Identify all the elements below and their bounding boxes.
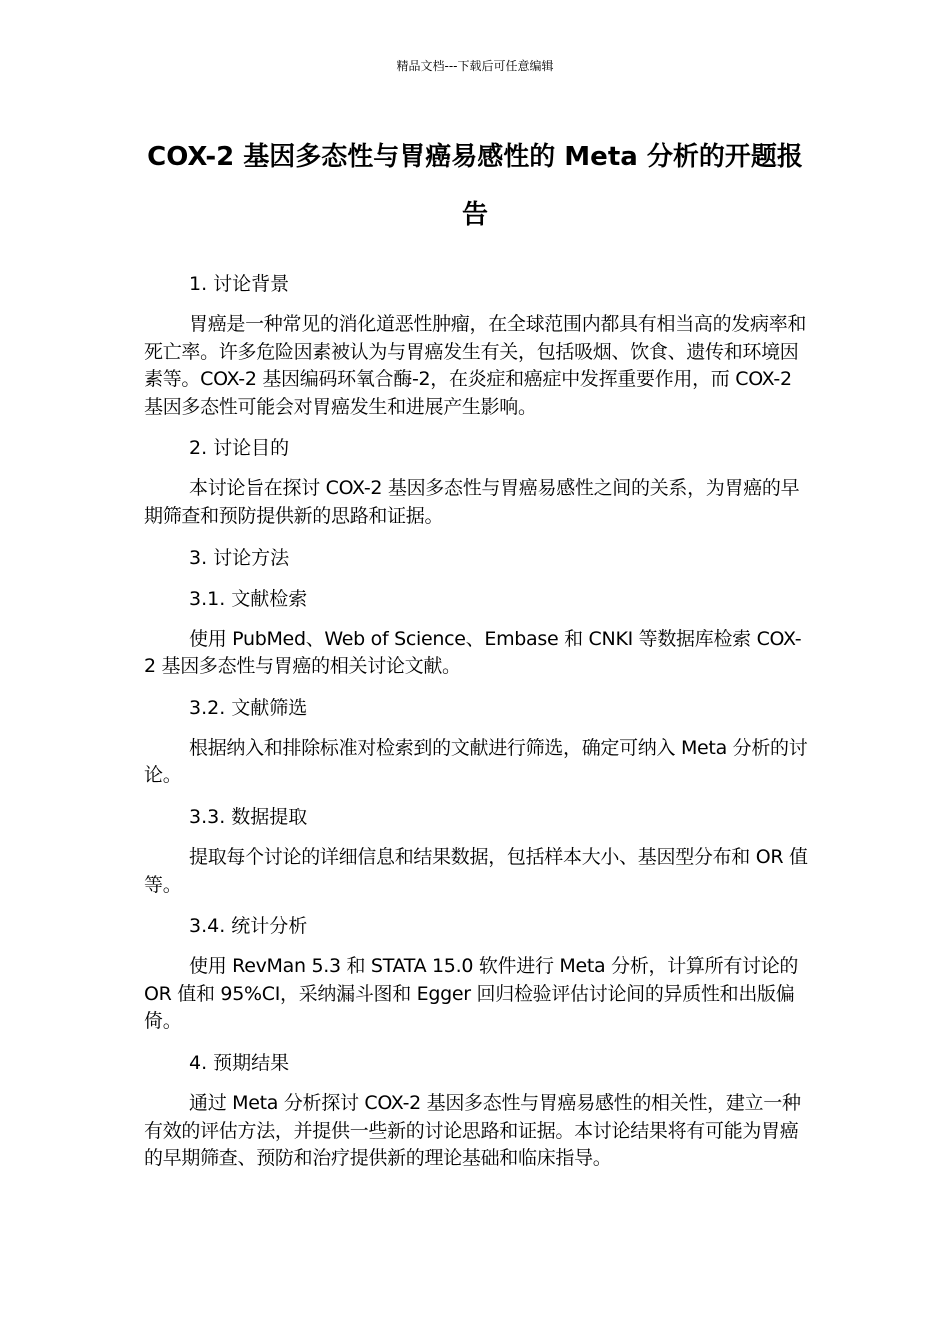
subsection-heading: 3.2. 文献筛选 bbox=[189, 696, 308, 719]
body-paragraph: 胃癌是一种常见的消化道恶性肿瘤，在全球范围内都具有相当高的发病率和死亡率。许多危险因素被认为与胃癌发生有关，包括吸烟、饮食、遗传和环境因素等。COX-2 基因编码环氧合酶-2，在炎症和癌症中发挥重要作用，而 COX-2 基因多态性可能会对胃癌发生和进展产生影响。 bbox=[144, 313, 807, 418]
body-paragraph: 使用 RevMan 5.3 和 STATA 15.0 软件进行 Meta 分析，计算所有讨论的 OR 值和 95%CI，采纳漏斗图和 Egger 回归检验评估讨论间的异质性和出版偏倚。 bbox=[144, 955, 799, 1033]
body-paragraph: 提取每个讨论的详细信息和结果数据，包括样本大小、基因型分布和 OR 值等。 bbox=[144, 845, 808, 896]
body-paragraph: 本讨论旨在探讨 COX-2 基因多态性与胃癌易感性之间的关系，为胃癌的早期筛查和预防提供新的思路和证据。 bbox=[144, 477, 800, 527]
section-heading: 1. 讨论背景 bbox=[189, 273, 290, 295]
subsection-heading: 3.3. 数据提取 bbox=[189, 805, 308, 828]
subsection-heading: 3.4. 统计分析 bbox=[189, 915, 308, 938]
document-title: COX-2 基因多态性与胃癌易感性的 Meta 分析的开题报告 bbox=[147, 142, 803, 230]
section-heading: 2. 讨论目的 bbox=[189, 437, 290, 460]
body-paragraph: 通过 Meta 分析探讨 COX-2 基因多态性与胃癌易感性的相关性，建立一种有效的评估方法，并提供一些新的讨论思路和证据。本讨论结果将有可能为胃癌的早期筛查、预防和治疗提供新的理论基础和临床指导。 bbox=[144, 1091, 801, 1170]
document-body bbox=[144, 270, 808, 1186]
header-note: 精品文档---下载后可任意编辑 bbox=[396, 59, 554, 73]
subsection-heading: 3.1. 文献检索 bbox=[189, 587, 308, 610]
section-heading: 3. 讨论方法 bbox=[189, 546, 290, 569]
section-heading: 4. 预期结果 bbox=[189, 1051, 290, 1074]
body-paragraph: 使用 PubMed、Web of Science、Embase 和 CNKI 等数据库检索 COX-2 基因多态性与胃癌的相关讨论文献。 bbox=[144, 627, 802, 678]
body-paragraph: 根据纳入和排除标准对检索到的文献进行筛选，确定可纳入 Meta 分析的讨论。 bbox=[144, 736, 808, 787]
